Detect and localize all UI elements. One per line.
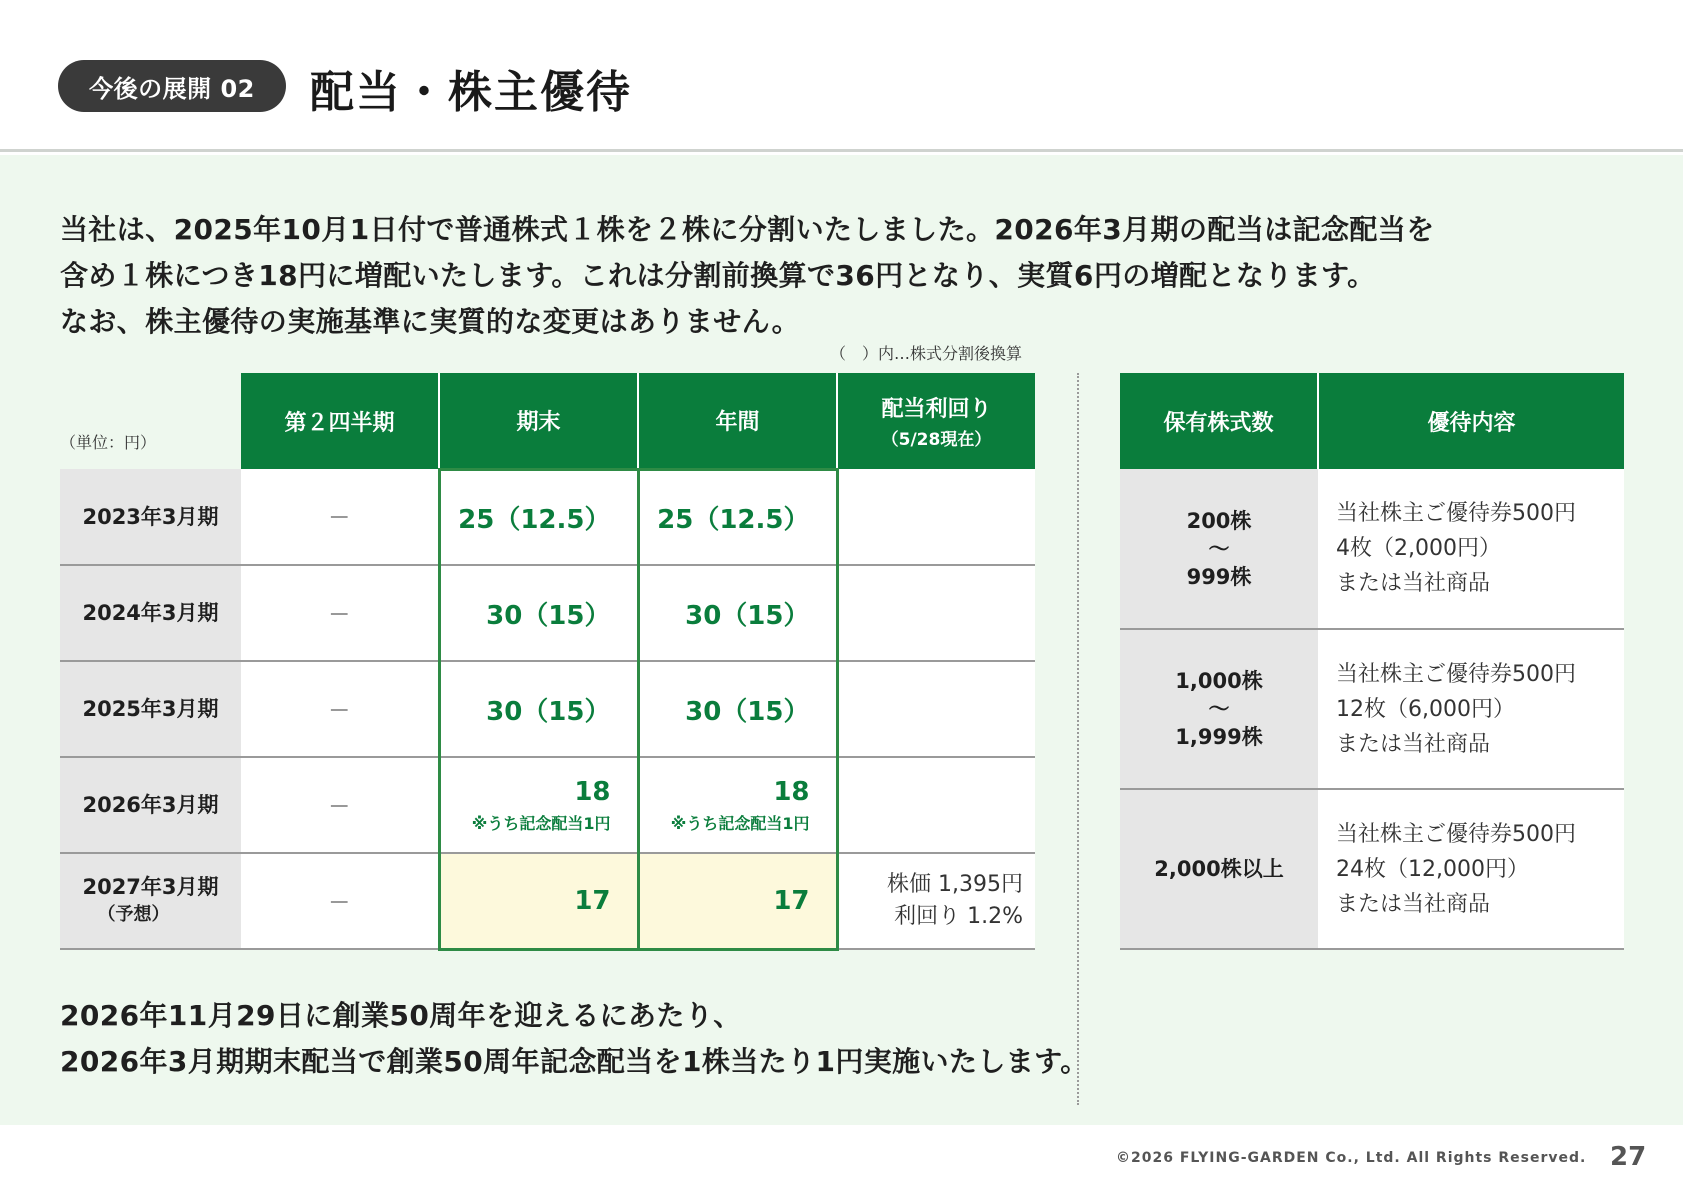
intro-line-2: 含め１株につき18円に増配いたします。これは分割前換算で36円となり、実質6円の増配となります。 — [60, 259, 1376, 292]
shares-to: 999株 — [1186, 564, 1252, 589]
benefits-header-row — [1120, 373, 1624, 469]
dividend-table — [60, 373, 1035, 951]
q2-dividend-fy2024: － — [241, 565, 439, 661]
stock-price: 株価 1,395円 — [887, 872, 1023, 897]
dividend-table-header-row — [60, 373, 1035, 469]
yield-fy2025 — [837, 661, 1035, 757]
row-label-fy2027-year: 2027年3月期 — [82, 875, 219, 899]
slide-header — [0, 0, 1683, 152]
shares-tier-1 — [1120, 469, 1318, 629]
annual-dividend-fy2023: 25（12.5） — [638, 469, 837, 565]
yield-fy2027 — [837, 853, 1035, 949]
row-label-fy2024: 2024年3月期 — [60, 565, 241, 661]
table-row — [60, 565, 1035, 661]
forecast-label: （予想） — [97, 904, 170, 925]
table-row — [60, 853, 1035, 949]
benefit-voucher: 当社株主ご優待券500円 — [1336, 661, 1576, 687]
copyright-notice: ©2026 FLYING-GARDEN Co., Ltd. All Rights Reserved. — [1116, 1150, 1587, 1166]
header-shares-held: 保有株式数 — [1120, 373, 1318, 469]
annual-dividend-fy2024: 30（15） — [638, 565, 837, 661]
q2-dividend-fy2025: － — [241, 661, 439, 757]
range-tilde: ～ — [1208, 536, 1230, 561]
yield-fy2023 — [837, 469, 1035, 565]
benefit-quantity: 4枚（2,000円） — [1336, 536, 1501, 561]
benefit-voucher: 当社株主ご優待券500円 — [1336, 501, 1576, 526]
table-row — [60, 469, 1035, 565]
intro-paragraph — [60, 207, 1640, 345]
row-label-fy2025: 2025年3月期 — [60, 661, 241, 757]
annual-value-fy2026: 18 — [773, 776, 810, 807]
split-conversion-note: （ ）内…株式分割後換算 — [830, 344, 1023, 363]
header-year-end: 期末 — [439, 373, 638, 469]
table-row — [1120, 789, 1624, 949]
benefit-tier-1 — [1318, 469, 1624, 629]
annual-dividend-fy2025: 30（15） — [638, 661, 837, 757]
table-row — [1120, 629, 1624, 789]
unit-label: （単位：円） — [60, 433, 157, 452]
table-row — [1120, 469, 1624, 629]
year-end-dividend-fy2025: 30（15） — [439, 661, 638, 757]
shares-to: 1,999株 — [1175, 725, 1263, 749]
year-end-dividend-fy2027: 17 — [439, 853, 638, 949]
range-tilde: ～ — [1208, 697, 1230, 721]
row-label-fy2027 — [60, 853, 241, 949]
anniversary-line-1: 2026年11月29日に創業50周年を迎えるにあたり、 — [60, 999, 742, 1032]
content-area — [0, 155, 1683, 1125]
row-label-fy2023: 2023年3月期 — [60, 469, 241, 565]
header-benefit-content: 優待内容 — [1318, 373, 1624, 469]
year-end-dividend-fy2024: 30（15） — [439, 565, 638, 661]
dividend-yield: 利回り 1.2% — [894, 904, 1023, 929]
header-yield — [837, 373, 1035, 469]
q2-dividend-fy2027: － — [241, 853, 439, 949]
page-number: 27 — [1610, 1142, 1647, 1172]
benefit-alternative: または当社商品 — [1336, 891, 1491, 917]
table-row — [60, 757, 1035, 853]
intro-line-3: なお、株主優待の実施基準に実質的な変更はありません。 — [60, 305, 801, 338]
yield-fy2024 — [837, 565, 1035, 661]
header-q2: 第２四半期 — [241, 373, 439, 469]
benefit-alternative: または当社商品 — [1336, 571, 1491, 596]
section-badge: 今後の展開 02 — [58, 60, 286, 112]
shares-from: 1,000株 — [1175, 669, 1263, 693]
q2-dividend-fy2026: － — [241, 757, 439, 853]
commemorative-dividend-note: ※うち記念配当1円 — [471, 813, 611, 833]
annual-dividend-fy2026 — [638, 757, 837, 853]
header-annual: 年間 — [638, 373, 837, 469]
anniversary-paragraph — [60, 993, 1089, 1085]
benefit-quantity: 12枚（6,000円） — [1336, 696, 1515, 722]
shares-tier-2 — [1120, 629, 1318, 789]
year-end-dividend-fy2026 — [439, 757, 638, 853]
shares-tier-3 — [1120, 789, 1318, 949]
benefit-quantity: 24枚（12,000円） — [1336, 856, 1529, 882]
year-end-dividend-fy2023: 25（12.5） — [439, 469, 638, 565]
shareholder-benefits-table — [1120, 373, 1624, 950]
anniversary-line-2: 2026年3月期期末配当で創業50周年記念配当を1株当たり1円実施いたします。 — [60, 1045, 1089, 1078]
q2-dividend-fy2023: － — [241, 469, 439, 565]
annual-dividend-fy2027: 17 — [638, 853, 837, 949]
shares-from: 200株 — [1186, 508, 1252, 533]
intro-line-1: 当社は、2025年10月1日付で普通株式１株を２株に分割いたしました。2026年3月期の配当は記念配当を — [60, 213, 1435, 246]
table-row — [60, 661, 1035, 757]
header-yield-date: （5/28現在） — [881, 430, 992, 450]
year-end-value-fy2026: 18 — [574, 776, 611, 807]
shares-from: 2,000株以上 — [1154, 857, 1284, 881]
benefit-alternative: または当社商品 — [1336, 731, 1491, 757]
benefit-tier-3 — [1318, 789, 1624, 949]
page-title: 配当・株主優待 — [310, 67, 632, 118]
benefit-tier-2 — [1318, 629, 1624, 789]
commemorative-dividend-note: ※うち記念配当1円 — [670, 813, 810, 833]
yield-fy2026 — [837, 757, 1035, 853]
benefit-voucher: 当社株主ご優待券500円 — [1336, 821, 1576, 847]
row-label-fy2026: 2026年3月期 — [60, 757, 241, 853]
header-yield-label: 配当利回り — [881, 397, 992, 422]
